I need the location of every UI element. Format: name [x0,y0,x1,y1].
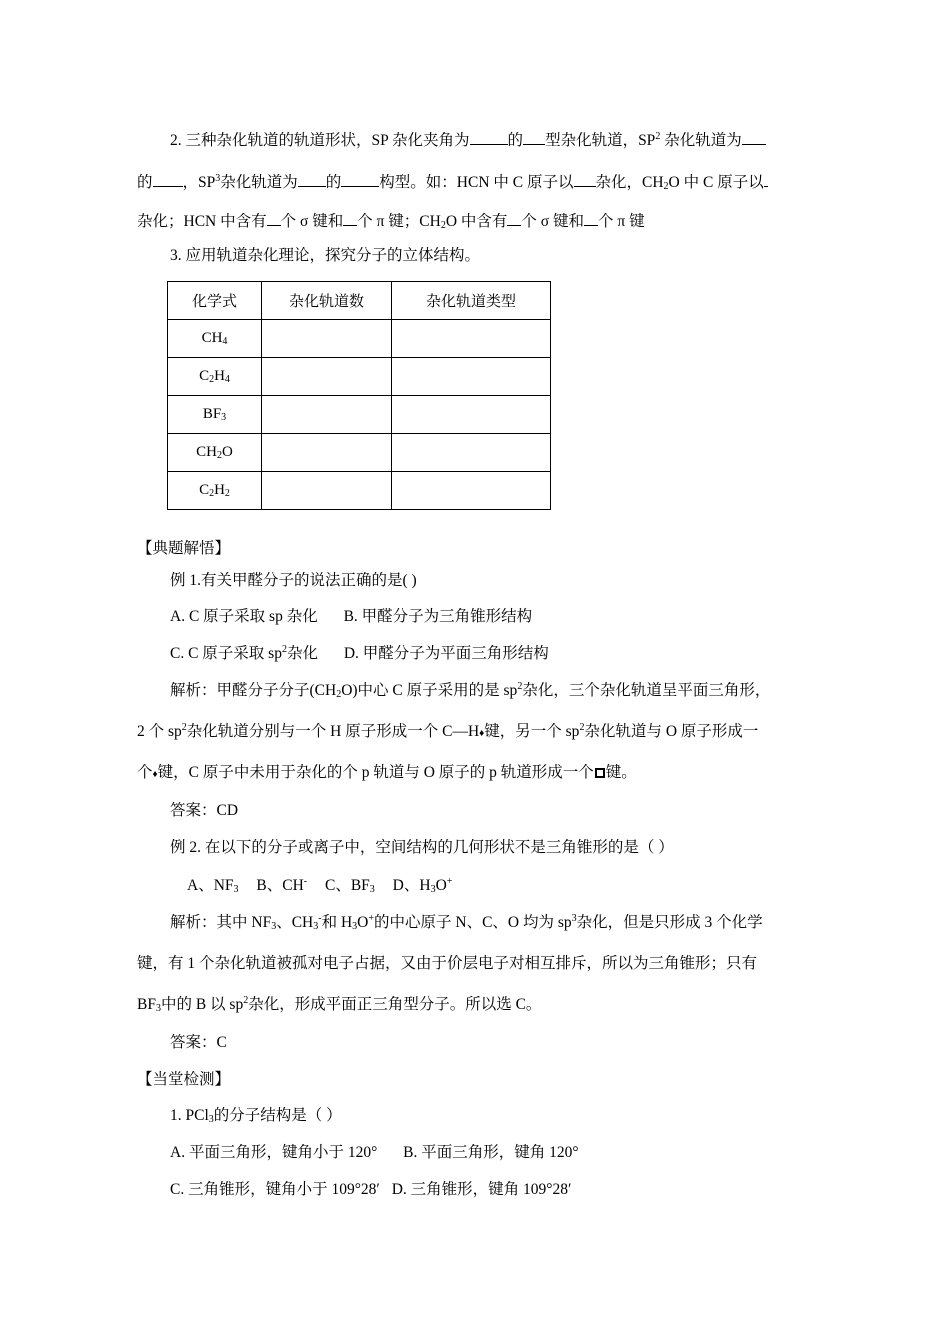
answer-cell[interactable] [392,472,551,510]
option-b: B. 甲醛分子为三角锥形结构 [343,608,533,625]
example-1-answer: 答案：CD [170,802,239,819]
q2-text: 杂化轨道为 [220,174,298,191]
blank[interactable] [341,170,379,187]
section-heading: 【当堂检测】 [137,1071,231,1088]
blank[interactable] [343,209,357,226]
pi-symbol-icon [595,768,605,778]
superscript: 3 [215,173,221,184]
q2-text: 个 σ 键和 [280,213,344,230]
table-row [168,396,551,434]
formula-cell: $CH_2O$ [168,434,262,472]
q2-line1 [170,128,766,151]
table-header-row [168,282,551,320]
option-c: C、$BF_3$ [324,877,375,895]
example-1-solution-line3: 个♦键，C 原子中未用于杂化的个 p 轨道与 O 原子的 p 轨道形成一个 键。 [137,764,637,781]
subscript: 2 [440,220,446,231]
q2-text: O 中 C 原子以 [668,174,764,191]
formula-cell: $C_2H_2$ [168,472,262,510]
example-1-options-cd [170,644,549,664]
answer-cell[interactable] [262,434,392,472]
q2-text: 构型。如：HCN 中 C 原子以 [379,174,574,191]
answer-cell[interactable] [392,396,551,434]
q2-text: 个 π 键；CH [357,213,441,230]
blank[interactable] [298,170,326,187]
answer-cell[interactable] [262,358,392,396]
example-1-question: 例 1.有关甲醛分子的说法正确的是( ) [170,572,417,589]
table-row [168,434,551,472]
formula-cell: $CH_4$ [168,320,262,358]
example-2-solution-line3: $BF_3$中的 B 以 $sp^2$杂化，形成平面正三角型分子。所以选 C。 [137,995,542,1014]
formula-cell: $C_2H_4$ [168,358,262,396]
example-2-options [187,876,452,896]
q2-text: 杂化轨道为 [664,132,742,149]
example-1-solution-line1: 解析：甲醛分子分子$(CH_2O)$中心 C 原子采用的是 $sp^2$杂化，三个杂化轨道呈平面三角形， [170,681,771,700]
answer-cell[interactable] [392,434,551,472]
q2-text: 的 [507,132,524,149]
q2-text: 个 σ 键和 [521,213,585,230]
blank[interactable] [507,209,521,226]
q2-line2 [137,170,768,193]
blank[interactable] [523,128,545,145]
answer-cell[interactable] [392,358,551,396]
example-1-solution-line2: 2 个 $sp^2$杂化轨道分别与一个 H 原子形成一个 C—H♦键，另一个 $sp^2$杂化轨道与 O 原子形成一 [137,722,759,740]
option-a: A. C 原子采取 sp 杂化 [170,608,318,625]
example-2-solution-line2: 键，有 1 个杂化轨道被孤对电子占据，又由于价层电子对相互排斥，所以为三角锥形；只有 [137,955,758,972]
q3-title: 3. 应用轨道杂化理论，探究分子的立体结构。 [170,247,481,264]
header-cell-formula: 化学式 [168,282,262,320]
q2-line3 [137,209,645,232]
example-2-question: 例 2. 在以下的分子或离子中，空间结构的几何形状不是三角锥形的是（ ） [170,839,674,856]
option-c: C. C 原子采取 $sp^2$杂化 [170,644,318,662]
blank[interactable] [153,170,183,187]
answer-cell[interactable] [262,472,392,510]
formula-cell: $BF_3$ [168,396,262,434]
blank[interactable] [764,170,768,187]
table-row [168,472,551,510]
header-cell-orbital-count: 杂化轨道数 [262,282,392,320]
blank[interactable] [470,128,508,145]
q2-text: 的 [325,174,342,191]
blank[interactable] [267,209,281,226]
q2-text: 杂化，CH [595,174,664,191]
q2-text: 型杂化轨道，SP [545,132,656,149]
subscript: 2 [663,181,669,192]
hybridization-table [167,281,551,510]
sigma-symbol-icon: ♦ [479,728,485,739]
example-1-options-ab [170,607,532,627]
option-a: A. 平面三角形，键角小于 120° [170,1144,378,1161]
answer-cell[interactable] [262,396,392,434]
test-1-options-cd [170,1180,571,1200]
q2-text: 个 π 键 [598,213,645,230]
table-row [168,320,551,358]
header-cell-orbital-type: 杂化轨道类型 [392,282,551,320]
q2-text: O 中含有 [445,213,508,230]
option-a: A、$NF_3$ [187,877,239,895]
option-d: D. 甲醛分子为平面三角形结构 [343,645,549,662]
blank[interactable] [742,128,766,145]
blank[interactable] [584,209,598,226]
example-2-solution-line1: 解析：其中 $NF_3$、$CH_3^-$和 $H_3O^+$的中心原子 N、C、O 均为 $sp^3$杂化，但是只形成 3 个化学 [170,913,763,932]
answer-cell[interactable] [392,320,551,358]
option-b: B. 平面三角形，键角 120° [403,1144,579,1161]
table-row [168,358,551,396]
option-d: D. 三角锥形，键角 109°28′ [391,1181,572,1198]
q2-text: 的 [137,174,153,191]
option-c: C. 三角锥形，键角小于 109°28′ [170,1181,380,1198]
test-1-question: 1. PCl$_3$的分子结构是（ ） [170,1107,342,1125]
option-d: D、$H_3O^+$ [392,876,453,895]
sigma-symbol-icon: ♦ [152,769,158,780]
q2-text: 杂化；HCN 中含有 [137,213,267,230]
superscript: 2 [655,131,661,142]
test-1-options-ab [170,1143,579,1163]
answer-cell[interactable] [262,320,392,358]
q2-text: ，SP [182,174,216,191]
q2-text: 2. 三种杂化轨道的轨道形状，SP 杂化夹角为 [170,132,470,149]
option-b: B、CH- [256,876,308,894]
blank[interactable] [574,170,596,187]
example-2-answer: 答案：C [170,1034,227,1051]
section-heading: 【典题解悟】 [137,540,231,557]
